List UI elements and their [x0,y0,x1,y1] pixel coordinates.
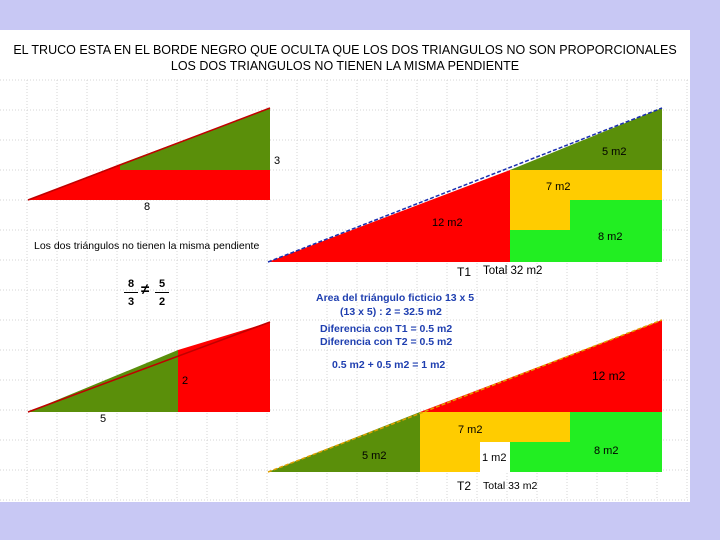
right-bottom-green-triangle-label: 5 m2 [362,450,387,462]
fraction-b [155,278,169,308]
right-top-yellow-label: 7 m2 [546,181,571,193]
not-equal-sign: ≠ [141,281,150,298]
t2-total: Total 33 m2 [483,480,538,492]
right-bottom-hole-label: 1 m2 [482,452,507,464]
right-top-green-triangle-label: 5 m2 [602,146,627,158]
right-bottom-green-block-label: 8 m2 [594,445,619,457]
left-bottom-red-shape [178,322,270,412]
left-bottom-height-label: 2 [182,375,189,387]
t2-name: T2 [457,479,472,493]
left-top-height-label: 3 [274,155,281,167]
right-bottom-yellow-label: 7 m2 [458,424,483,436]
area-note-1: Area del triángulo ficticio 13 x 5 [316,292,475,304]
title-line-2: LOS DOS TRIANGULOS NO TIENEN LA MISMA PENDIENTE [170,59,520,73]
t1-total: Total 32 m2 [483,265,543,277]
left-bottom-green-triangle [28,350,178,412]
fraction-b-numerator: 5 [155,278,169,293]
t1-name: T1 [457,265,472,279]
fraction-a [124,278,138,308]
left-top-green-triangle [120,110,270,170]
area-note-4: Diferencia con T2 = 0.5 m2 [320,336,453,348]
left-top-base-label: 8 [144,201,151,213]
area-note-5: 0.5 m2 + 0.5 m2 = 1 m2 [332,359,446,371]
right-bottom-red-label: 12 m2 [592,369,626,383]
left-caption: Los dos triángulos no tienen la misma pendiente [34,240,260,252]
area-note-2: (13 x 5) : 2 = 32.5 m2 [340,306,442,318]
diagram-shapes [0,30,690,502]
right-top-green-block-label: 8 m2 [598,231,623,243]
fraction-a-numerator: 8 [124,278,138,293]
slide-canvas [0,30,690,502]
right-bottom-red-triangle [420,320,662,412]
area-note-3: Diferencia con T1 = 0.5 m2 [320,323,453,335]
fraction-a-denominator: 3 [127,296,135,308]
left-bottom-base-label: 5 [100,413,107,425]
right-top-red-label: 12 m2 [432,217,463,229]
title-line-1: EL TRUCO ESTA EN EL BORDE NEGRO QUE OCULTA QUE LOS DOS TRIANGULOS NO SON PROPORCIONALES [13,43,677,57]
fraction-b-denominator: 2 [158,296,166,308]
